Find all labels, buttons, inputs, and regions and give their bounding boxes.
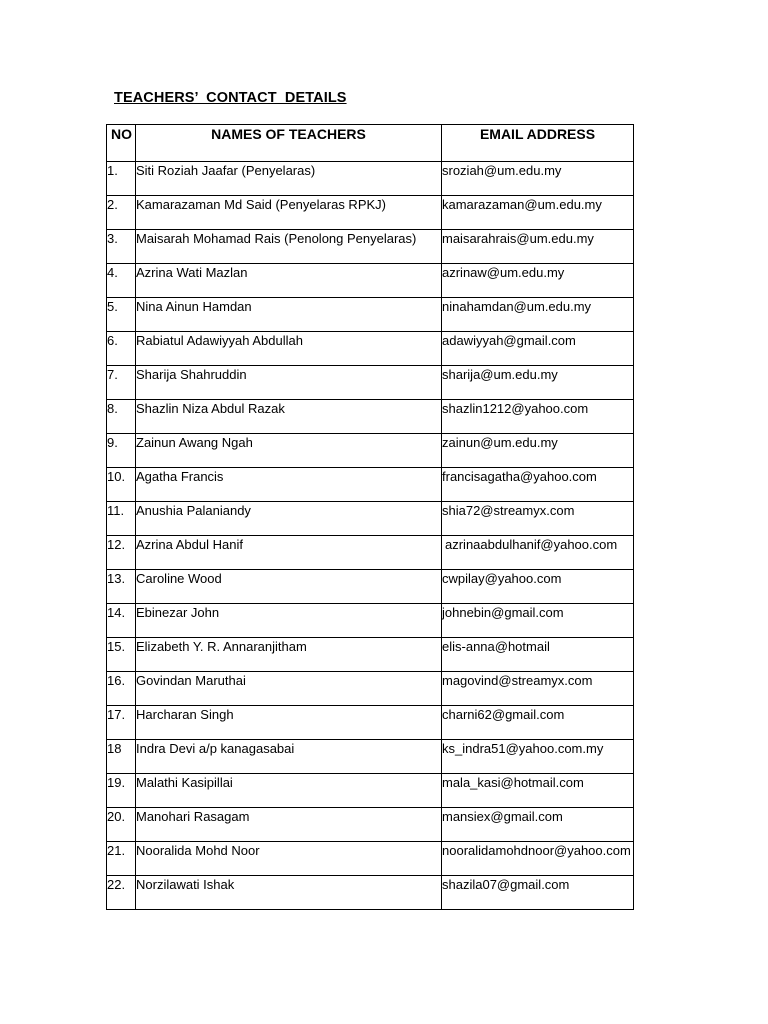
row-number: 3. (107, 230, 136, 264)
teacher-email: ks_indra51@yahoo.com.my (442, 740, 634, 774)
column-header-no: NO (107, 125, 136, 162)
table-row (107, 162, 634, 196)
teacher-name: Anushia Palaniandy (136, 502, 442, 536)
table-row (107, 570, 634, 604)
row-number: 4. (107, 264, 136, 298)
row-number: 1. (107, 162, 136, 196)
teacher-email: magovind@streamyx.com (442, 672, 634, 706)
teacher-name: Indra Devi a/p kanagasabai (136, 740, 442, 774)
teacher-email: nooralidamohdnoor@yahoo.com (442, 842, 634, 876)
teachers-contact-table (106, 124, 634, 910)
table-row (107, 400, 634, 434)
table-row (107, 502, 634, 536)
teacher-email: johnebin@gmail.com (442, 604, 634, 638)
row-number: 11. (107, 502, 136, 536)
teacher-email: francisagatha@yahoo.com (442, 468, 634, 502)
teacher-email: shazlin1212@yahoo.com (442, 400, 634, 434)
teacher-name: Manohari Rasagam (136, 808, 442, 842)
table-row (107, 468, 634, 502)
row-number: 18 (107, 740, 136, 774)
teacher-email: azrinaabdulhanif@yahoo.com (442, 536, 634, 570)
table-row (107, 808, 634, 842)
table-row (107, 332, 634, 366)
row-number: 7. (107, 366, 136, 400)
row-number: 8. (107, 400, 136, 434)
teacher-email: mansiex@gmail.com (442, 808, 634, 842)
table-row (107, 740, 634, 774)
teacher-email: shazila07@gmail.com (442, 876, 634, 910)
row-number: 19. (107, 774, 136, 808)
teacher-email: mala_kasi@hotmail.com (442, 774, 634, 808)
teacher-name: Sharija Shahruddin (136, 366, 442, 400)
row-number: 13. (107, 570, 136, 604)
teacher-name: Siti Roziah Jaafar (Penyelaras) (136, 162, 442, 196)
teacher-email: zainun@um.edu.my (442, 434, 634, 468)
teacher-email: kamarazaman@um.edu.my (442, 196, 634, 230)
teacher-name: Rabiatul Adawiyyah Abdullah (136, 332, 442, 366)
column-header-names: NAMES OF TEACHERS (136, 125, 442, 162)
teacher-name: Maisarah Mohamad Rais (Penolong Penyelaras) (136, 230, 442, 264)
teacher-name: Ebinezar John (136, 604, 442, 638)
teacher-email: shia72@streamyx.com (442, 502, 634, 536)
row-number: 15. (107, 638, 136, 672)
teacher-name: Kamarazaman Md Said (Penyelaras RPKJ) (136, 196, 442, 230)
column-header-email: EMAIL ADDRESS (442, 125, 634, 162)
table-row (107, 536, 634, 570)
teacher-email: charni62@gmail.com (442, 706, 634, 740)
teacher-name: Nooralida Mohd Noor (136, 842, 442, 876)
teacher-name: Caroline Wood (136, 570, 442, 604)
row-number: 20. (107, 808, 136, 842)
teacher-name: Azrina Wati Mazlan (136, 264, 442, 298)
row-number: 2. (107, 196, 136, 230)
table-row (107, 366, 634, 400)
teacher-name: Malathi Kasipillai (136, 774, 442, 808)
table-row (107, 876, 634, 910)
table-row (107, 196, 634, 230)
teacher-name: Norzilawati Ishak (136, 876, 442, 910)
teacher-email: elis-anna@hotmail (442, 638, 634, 672)
table-row (107, 774, 634, 808)
teacher-name: Harcharan Singh (136, 706, 442, 740)
teacher-name: Elizabeth Y. R. Annaranjitham (136, 638, 442, 672)
row-number: 12. (107, 536, 136, 570)
row-number: 10. (107, 468, 136, 502)
table-row (107, 638, 634, 672)
row-number: 22. (107, 876, 136, 910)
table-row (107, 842, 634, 876)
teacher-name: Nina Ainun Hamdan (136, 298, 442, 332)
teacher-name: Shazlin Niza Abdul Razak (136, 400, 442, 434)
teacher-email: azrinaw@um.edu.my (442, 264, 634, 298)
teacher-name: Agatha Francis (136, 468, 442, 502)
row-number: 6. (107, 332, 136, 366)
table-row (107, 230, 634, 264)
row-number: 16. (107, 672, 136, 706)
teacher-name: Govindan Maruthai (136, 672, 442, 706)
teacher-email: ninahamdan@um.edu.my (442, 298, 634, 332)
table-row (107, 672, 634, 706)
row-number: 14. (107, 604, 136, 638)
table-row (107, 434, 634, 468)
teacher-name: Azrina Abdul Hanif (136, 536, 442, 570)
teacher-email: adawiyyah@gmail.com (442, 332, 634, 366)
teacher-email: sharija@um.edu.my (442, 366, 634, 400)
teacher-email: sroziah@um.edu.my (442, 162, 634, 196)
table-row (107, 604, 634, 638)
table-row (107, 706, 634, 740)
row-number: 5. (107, 298, 136, 332)
row-number: 17. (107, 706, 136, 740)
table-row (107, 298, 634, 332)
teacher-name: Zainun Awang Ngah (136, 434, 442, 468)
teacher-email: maisarahrais@um.edu.my (442, 230, 634, 264)
document-title: TEACHERS’ CONTACT DETAILS (114, 90, 347, 106)
table-row (107, 264, 634, 298)
row-number: 21. (107, 842, 136, 876)
teacher-email: cwpilay@yahoo.com (442, 570, 634, 604)
row-number: 9. (107, 434, 136, 468)
table-header-row (107, 125, 634, 162)
